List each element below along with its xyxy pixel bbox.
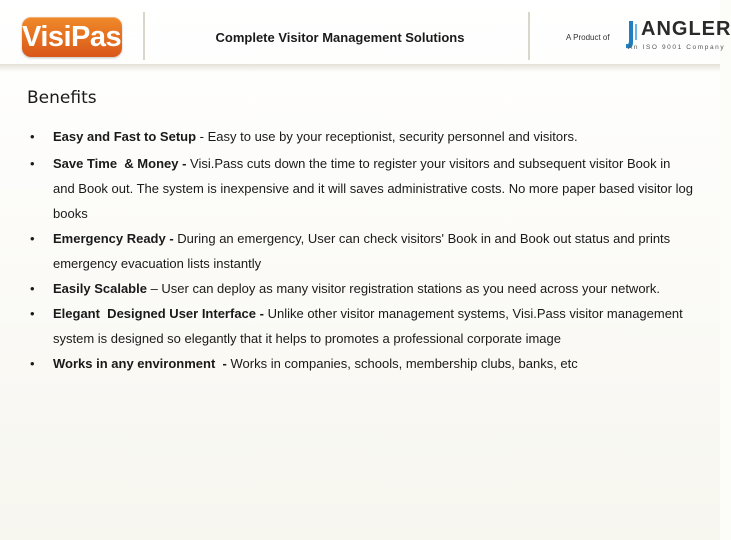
visipass-logo: VisiPass: [22, 17, 122, 57]
benefit-text: Unlike other visitor management systems, Visi.Pass visitor management system is designed so elegantly that it helps to promotes a professional corporate image: [53, 306, 683, 346]
header-title: Complete Visitor Management Solutions: [215, 30, 465, 45]
benefit-heading: Save Time & Money -: [53, 156, 187, 171]
benefit-item: [25, 351, 695, 376]
benefit-item: [25, 151, 695, 226]
bullet-icon: •: [30, 281, 35, 296]
benefit-heading: Emergency Ready -: [53, 231, 174, 246]
benefits-list: [25, 124, 695, 376]
benefit-heading: Easily Scalable: [53, 281, 147, 296]
angler-brand-tagline: An ISO 9001 Company: [628, 44, 726, 51]
section-title: Benefits: [27, 88, 97, 108]
benefit-text: Visi.Pass cuts down the time to register your visitors and subsequent visitor Book in and Book out. The system is inexpensive and it will saves administrative costs. No more paper based visitor log books: [53, 156, 693, 221]
header-divider: [528, 12, 530, 60]
benefit-text: User can deploy as many visitor registration stations as you need across your network.: [161, 281, 660, 296]
benefit-text: Easy to use by your receptionist, security personnel and visitors.: [207, 129, 578, 144]
bullet-icon: •: [30, 231, 35, 246]
bullet-icon: •: [30, 129, 35, 144]
benefit-item: [25, 276, 695, 301]
benefit-separator: –: [146, 281, 162, 296]
bullet-icon: •: [30, 306, 35, 321]
benefit-item: [25, 124, 695, 149]
angler-brand-name: ANGLER: [641, 18, 731, 40]
header-divider: [143, 12, 145, 60]
benefit-item: [25, 301, 695, 351]
benefit-text: During an emergency, User can check visitors' Book in and Book out status and prints emergency evacuation lists instantly: [53, 231, 671, 271]
header-rule: [0, 64, 720, 72]
benefit-text: Works in companies, schools, membership clubs, banks, etc: [230, 356, 578, 371]
benefit-separator: -: [196, 129, 208, 144]
benefit-heading: Easy and Fast to Setup: [53, 129, 197, 144]
product-of-label: A Product of: [566, 33, 610, 42]
benefit-heading: Works in any environment -: [53, 356, 227, 371]
bullet-icon: •: [30, 356, 35, 371]
bullet-icon: •: [30, 156, 35, 171]
benefit-item: [25, 226, 695, 276]
benefit-heading: Elegant Designed User Interface -: [53, 306, 264, 321]
slide-header: [0, 0, 731, 78]
